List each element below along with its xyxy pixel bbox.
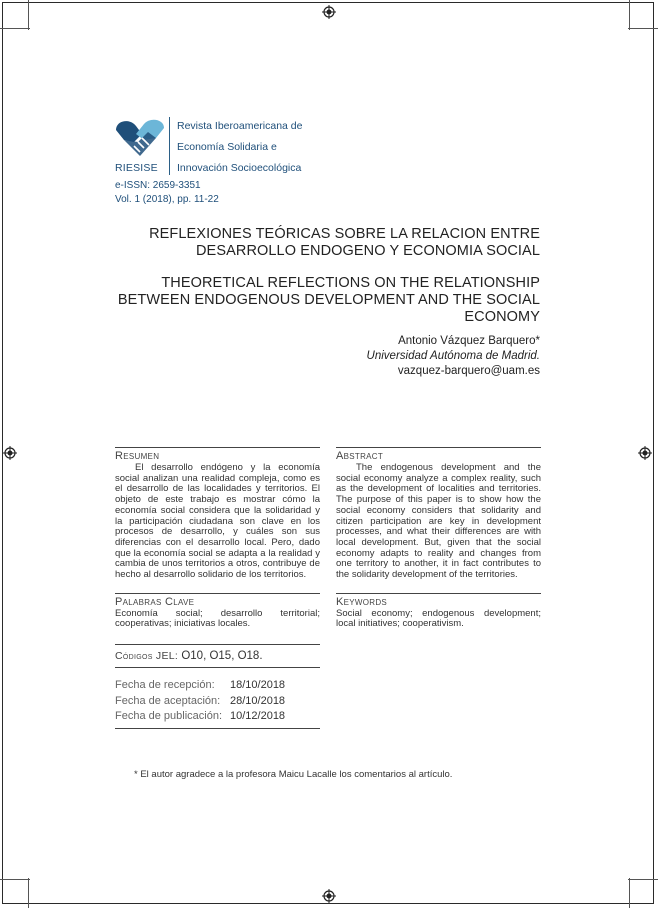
author-block [367, 334, 540, 379]
keywords-block [336, 593, 541, 630]
dates-rule [115, 728, 320, 729]
title-spanish: REFLEXIONES TEÓRICAS SOBRE LA RELACION ENTRE DESARROLLO ENDOGENO Y ECONOMIA SOCIAL [149, 226, 540, 259]
title-english: THEORETICAL REFLECTIONS ON THE RELATIONSHIP BETWEEN ENDOGENOUS DEVELOPMENT AND THE SOCIAL ECONOMY [117, 275, 540, 325]
author-email[interactable]: vazquez-barquero@uam.es [397, 365, 540, 377]
english-column [336, 447, 541, 630]
jel-values: O10, O15, O18. [181, 650, 263, 663]
date-row-reception: Fecha de recepción: 18/10/2018 [115, 679, 286, 692]
logo-divider [169, 117, 170, 175]
registration-mark-top [322, 5, 336, 19]
keywords-heading: Keywords [336, 593, 541, 609]
author-footnote: * El autor agradece a la profesora Maicu Lacalle los comentarios al artículo. [134, 769, 453, 780]
crop-mark [28, 878, 29, 908]
crop-mark [628, 879, 658, 880]
crop-mark [629, 0, 630, 30]
palabras-clave-text: Economía social; desarrollo territorial; cooperativas; iniciativas locales. [115, 607, 320, 630]
author-name: Antonio Vázquez Barquero* [398, 335, 540, 347]
journal-name: Revista Iberoamericana de Economía Solidaria e Innovación Socioecológica [177, 120, 303, 174]
registration-mark-right [638, 446, 652, 460]
dates-block [115, 678, 320, 729]
article-titles [110, 226, 540, 326]
date-row-acceptance: Fecha de aceptación: 28/10/2018 [115, 694, 286, 707]
journal-issn-volume [115, 179, 219, 207]
keywords-text: Social economy; endogenous development; local initiatives; cooperativism. [336, 607, 541, 630]
palabras-clave-block [115, 593, 320, 630]
jel-rule [115, 667, 320, 668]
volume: Vol. 1 (2018), pp. 11-22 [115, 194, 219, 205]
registration-mark-left [3, 446, 17, 460]
registration-mark-bottom [322, 889, 336, 903]
palabras-clave-heading: Palabras Clave [115, 593, 320, 609]
journal-acronym: RIESISE [115, 162, 158, 174]
crop-mark [629, 878, 630, 908]
crop-mark [628, 28, 658, 29]
crop-mark [28, 0, 29, 30]
abstract-heading: Abstract [336, 447, 541, 463]
issn: e-ISSN: 2659-3351 [115, 180, 201, 191]
spanish-column [115, 447, 320, 729]
jel-label: Códigos JEL: [115, 650, 179, 663]
crop-mark [0, 879, 30, 880]
resumen-heading: Resumen [115, 447, 320, 463]
resumen-text: El desarrollo endógeno y la economía social analizan una realidad compleja, como es el desarrollo de las localidades y territorios. El objeto de este trabajo es mostrar cómo la economía social considera que la solidaridad y la participación ciudadana son clave en los procesos de desarrollo, y cuáles son sus diferencias con el desarrollo local. Pero, dado que la economía social se adapta a la realidad y cambia de unos territorios a otros, contribuye de hecho al desarrollo solidario de los territorios. [115, 462, 320, 581]
jel-codes [115, 644, 320, 663]
handshake-logo-icon [114, 116, 166, 160]
abstract-text: The endogenous development and the social economy analyze a complex reality, such as the development of localities and territories. The purpose of this paper is to show how the social economy considers that solidarity and citizen participation are key in development processes, and what their differences are with local development. But, given that the social economy adapts to reality and changes from one territory to another, it in fact contributes to the solidarity development of the territories. [336, 462, 541, 581]
crop-mark [0, 28, 30, 29]
date-row-publication: Fecha de publicación: 10/12/2018 [115, 710, 286, 723]
author-affiliation: Universidad Autónoma de Madrid. [366, 350, 540, 362]
